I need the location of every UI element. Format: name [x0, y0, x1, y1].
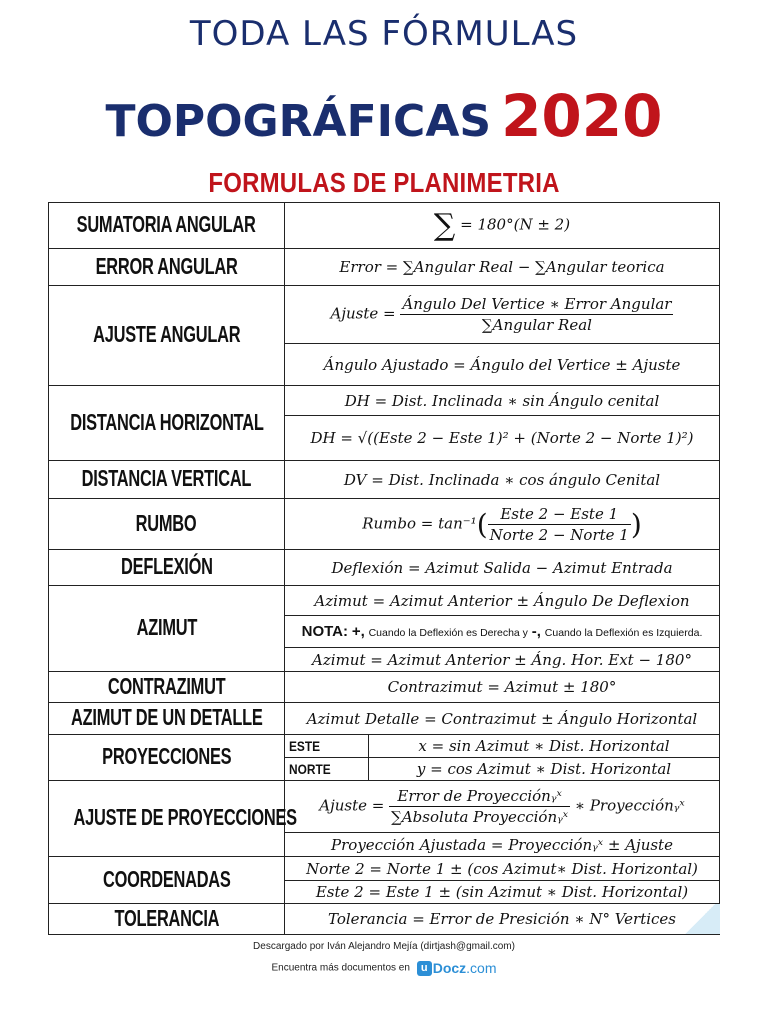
row-label: ERROR ANGULAR: [49, 249, 285, 286]
footer-find-more: [0, 960, 768, 976]
note-left-text: Cuando la Deflexión es Izquierda.: [544, 627, 703, 639]
row-distancia-vertical: [49, 461, 720, 499]
note-cell: [285, 616, 720, 648]
row-tolerancia: [49, 904, 720, 935]
udocz-logo-link[interactable]: [417, 960, 497, 976]
row-label: SUMATORIA ANGULAR: [49, 203, 285, 249]
row-azimut: [49, 586, 720, 616]
formula-cell: [285, 203, 720, 249]
formula-cell: Azimut = Azimut Anterior ± Áng. Hor. Ext − 180°: [285, 648, 720, 672]
row-label: DEFLEXIÓN: [49, 550, 285, 586]
formula-cell: y = cos Azimut ∗ Dist. Horizontal: [369, 758, 720, 781]
fraction: [400, 295, 673, 334]
fraction-numerator: Este 2 − Este 1: [488, 505, 631, 525]
row-ajuste-proyecciones: [49, 781, 720, 833]
row-contrazimut: [49, 672, 720, 703]
formula-cell: x = sin Azimut ∗ Dist. Horizontal: [369, 735, 720, 758]
row-ajuste-angular: [49, 286, 720, 344]
formula-cell: Norte 2 = Norte 1 ± (cos Azimut∗ Dist. Horizontal): [285, 857, 720, 881]
row-sumatoria-angular: [49, 203, 720, 249]
title-main-text: TOPOGRÁFICAS: [105, 96, 492, 147]
section-subtitle: FORMULAS DE PLANIMETRIA: [208, 167, 560, 199]
row-label: DISTANCIA HORIZONTAL: [49, 386, 285, 461]
sub-label-norte: NORTE: [285, 758, 369, 781]
row-label: COORDENADAS: [49, 857, 285, 904]
udocz-logo-icon: u: [417, 961, 432, 976]
udocz-brand: Docz.com: [432, 960, 497, 976]
row-error-angular: [49, 249, 720, 286]
formula-cell: DV = Dist. Inclinada ∗ cos ángulo Cenital: [285, 461, 720, 499]
formula-cell: DH = Dist. Inclinada ∗ sin Ángulo cenital: [285, 386, 720, 416]
note-label: NOTA:: [301, 623, 348, 640]
formula-cell: Tolerancia = Error de Presición ∗ N° Vertices: [285, 904, 720, 935]
formula-lhs: Ajuste =: [330, 304, 396, 323]
formula-lhs: Ajuste =: [319, 796, 385, 815]
row-label: PROYECCIONES: [49, 735, 285, 781]
page-title-line1: TODA LAS FÓRMULAS: [189, 14, 579, 54]
row-deflexion: [49, 550, 720, 586]
row-proyecciones-este: [49, 735, 720, 758]
note-minus: -,: [531, 623, 541, 640]
formula-cell: [285, 781, 720, 833]
fraction-numerator: Error de Proyecciónᵧˣ: [389, 787, 570, 807]
page-title-line2: [0, 82, 768, 150]
sigma-symbol: ∑: [433, 208, 456, 243]
fraction: [389, 787, 570, 826]
fraction-denominator: Norte 2 − Norte 1: [489, 525, 629, 544]
formula-rhs: ∗ Proyecciónᵧˣ: [574, 796, 685, 815]
formula-cell: Azimut Detalle = Contrazimut ± Ángulo Horizontal: [285, 703, 720, 735]
formula-cell: Azimut = Azimut Anterior ± Ángulo De Deflexion: [285, 586, 720, 616]
formula-cell: Ángulo Ajustado = Ángulo del Vertice ± Ajuste: [285, 344, 720, 386]
formula-cell: Contrazimut = Azimut ± 180°: [285, 672, 720, 703]
formula-cell: [285, 286, 720, 344]
fraction-denominator: ∑Absoluta Proyecciónᵧˣ: [391, 808, 569, 826]
footer-find-more-text: Encuentra más documentos en: [271, 962, 410, 974]
row-label: RUMBO: [49, 499, 285, 550]
sub-label-este: ESTE: [285, 735, 369, 758]
row-label: CONTRAZIMUT: [49, 672, 285, 703]
formula-cell: DH = √((Este 2 − Este 1)² + (Norte 2 − Norte 1)²): [285, 416, 720, 461]
row-label: DISTANCIA VERTICAL: [49, 461, 285, 499]
formula-cell: Deflexión = Azimut Salida − Azimut Entrada: [285, 550, 720, 586]
page-corner-fold: [680, 904, 720, 934]
formula-table: [48, 202, 720, 935]
formula-text: = 180°(N ± 2): [460, 215, 571, 234]
row-label: AZIMUT DE UN DETALLE: [49, 703, 285, 735]
formula-cell: Error = ∑Angular Real − ∑Angular teorica: [285, 249, 720, 286]
formula-cell: Proyección Ajustada = Proyecciónᵧˣ ± Ajuste: [285, 833, 720, 857]
note-right-text: Cuando la Deflexión es Derecha y: [368, 627, 528, 639]
title-year: 2020: [501, 82, 663, 150]
row-label: AZIMUT: [49, 586, 285, 672]
row-label: AJUSTE DE PROYECCIONES: [49, 781, 285, 857]
row-label: AJUSTE ANGULAR: [49, 286, 285, 386]
fraction: [488, 505, 631, 544]
row-label: TOLERANCIA: [49, 904, 285, 935]
footer-downloaded-by: Descargado por Iván Alejandro Mejía (dirtjash@gmail.com): [253, 941, 515, 952]
row-rumbo: [49, 499, 720, 550]
formula-lhs: Rumbo = tan⁻¹: [362, 514, 477, 532]
note-plus: +,: [351, 623, 365, 640]
formula-cell: Rumbo = tan⁻¹( $\frac{\text{Este 2 − Este 1}}{\text{Norte 2 − Norte 1}}$ ): [285, 499, 720, 550]
row-azimut-detalle: [49, 703, 720, 735]
row-distancia-horizontal: [49, 386, 720, 416]
fraction-numerator: Ángulo Del Vertice ∗ Error Angular: [402, 295, 672, 313]
row-coordenadas-norte: [49, 857, 720, 881]
formula-cell: Este 2 = Este 1 ± (sin Azimut ∗ Dist. Horizontal): [285, 881, 720, 904]
fraction-denominator: ∑Angular Real: [481, 316, 592, 334]
